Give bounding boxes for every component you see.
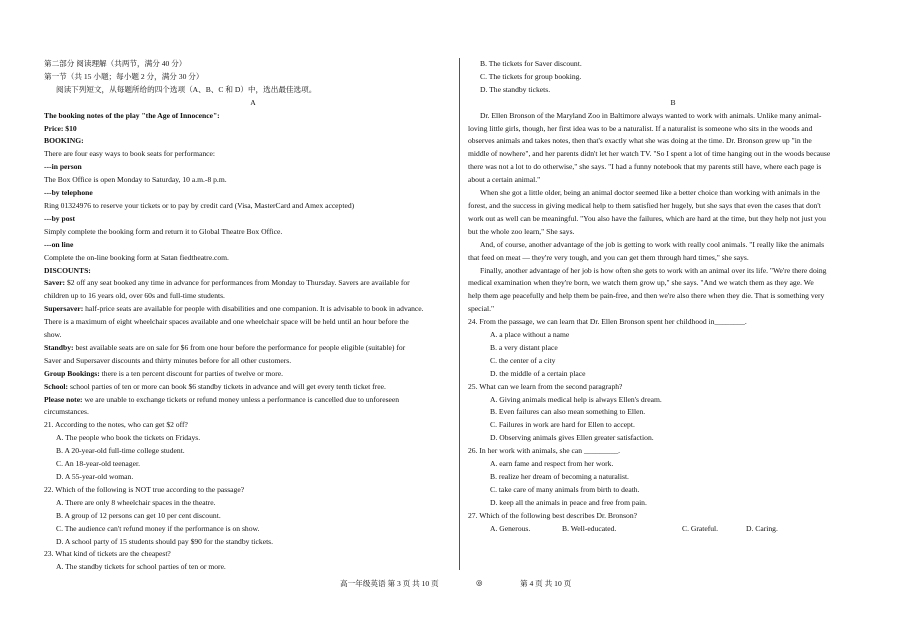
telephone-text: Ring 01324976 to reserve your tickets or to pay by credit card (Visa, MasterCard and Amex accepted) <box>44 200 355 210</box>
standby-line <box>44 342 462 355</box>
supersaver-line <box>44 303 462 316</box>
q22-option-c: C. The audience can't refund money if the performance is on show. <box>56 523 260 533</box>
online-text: Complete the on-line booking form at Satan fiedtheatre.com. <box>44 252 229 262</box>
q21-option-a: A. The people who book the tickets on Fridays. <box>56 433 201 443</box>
q22-option-a: A. There are only 8 wheelchair spaces in the theatre. <box>56 497 216 507</box>
online-heading: ---on line <box>44 239 74 249</box>
note-line <box>44 394 462 407</box>
saver-text: $2 off any seat booked any time in advance for performances from Monday to Thursday. Savers are available for <box>65 278 410 288</box>
footer-right-page: 第 4 页 共 10 页 <box>520 579 572 588</box>
p4-line-4: special." <box>468 304 495 314</box>
q23-option-b: B. The tickets for Saver discount. <box>480 59 582 68</box>
q25-option-d: D. Observing animals gives Ellen greater satisfaction. <box>490 433 654 443</box>
q27-option-b: B. Well-educated. <box>562 523 617 533</box>
left-column <box>44 58 462 574</box>
section-subtitle: 第一节（共 15 小题；每小题 2 分，满分 30 分） <box>44 71 204 81</box>
standby-text: best available seats are on sale for $6 from one hour before the performance for people eligible (suitable) for <box>73 342 406 352</box>
q21-option-d: D. A 55-year-old woman. <box>56 472 134 481</box>
right-column <box>468 58 878 536</box>
q27-option-c: C. Grateful. <box>682 523 719 533</box>
standby-line-2: Saver and Supersaver discounts and thirty minutes before for all other customers. <box>44 355 292 365</box>
q26-option-a: A. earn fame and respect from her work. <box>490 459 614 469</box>
school-line <box>44 381 462 394</box>
saver-line <box>44 277 462 290</box>
p1-line-2: loving little girls, though, her first idea was to be a naturalist. If a naturalist is someone who sits in the woods and <box>468 123 813 133</box>
footer-mark: ◎ <box>476 578 483 587</box>
saver-label: Saver: <box>44 278 66 288</box>
q26-option-d: D. keep all the animals in peace and free from pain. <box>490 497 647 507</box>
post-heading: ---by post <box>44 213 76 223</box>
passage-b-label: B <box>670 97 676 107</box>
question-24: 24. From the passage, we can learn that Dr. Ellen Bronson spent her childhood in________. <box>468 317 747 327</box>
instruction: 阅读下列短文，从每题所给的四个选项（A、B、C 和 D）中，选出最佳选项。 <box>56 84 317 94</box>
q25-option-b: B. Even failures can also mean something to Ellen. <box>490 407 646 417</box>
passage-a-label: A <box>250 97 256 107</box>
q26-option-b: B. realize her dream of becoming a naturalist. <box>490 472 629 481</box>
p1-line-1: Dr. Ellen Bronson of the Maryland Zoo in Baltimore always wanted to work with animals. Unlike many animal- <box>480 110 822 120</box>
section-title: 第二部分 阅读理解（共两节，满分 40 分） <box>44 59 187 68</box>
q25-option-a: A. Giving animals medical help is always Ellen's dream. <box>490 394 662 404</box>
q21-option-b: B. A 20-year-old full-time college student. <box>56 446 185 456</box>
p4-line-1: Finally, another advantage of her job is how often she gets to work with an animal over its life. "We're there doing <box>480 265 827 275</box>
p2-line-3: work out as well can be meaningful. "You also have the failures, which are hard at the time, but they help not just you <box>468 213 826 223</box>
p1-line-6: about a certain animal." <box>468 175 541 185</box>
q22-option-b: B. A group of 12 persons can get 10 per cent discount. <box>56 510 221 520</box>
p4-line-2: medical examination when they're born, we watch them grow up," she says. "And we watch them as they age. We <box>468 278 814 288</box>
note-text: we are unable to exchange tickets or refund money unless a performance is cancelled due to unforeseen <box>82 394 400 404</box>
q27-option-d: D. Caring. <box>746 523 778 533</box>
q24-option-b: B. a very distant place <box>490 342 558 352</box>
p3-line-2: that feed on meat — they're very tough, and you can get them through hard times," she says. <box>468 252 749 262</box>
post-text: Simply complete the booking form and return it to Global Theatre Box Office. <box>44 226 283 236</box>
q27-option-a: A. Generous. <box>490 523 531 533</box>
supersaver-line-2: There is a maximum of eight wheelchair spaces available and one wheelchair space will be held until an hour before the <box>44 317 409 327</box>
school-label: School: <box>44 381 69 391</box>
supersaver-label: Supersaver: <box>44 304 84 314</box>
standby-label: Standby: <box>44 342 74 352</box>
p4-line-3: help them age peacefully and help them be pain-free, and then we're also there when they die. That is something very <box>468 291 825 301</box>
p1-line-5: there was not a lot to do otherwise," she says. "I had a funny notebook that my parents still have, where each page is <box>468 162 822 172</box>
group-label: Group Bookings: <box>44 368 100 378</box>
q24-option-d: D. the middle of a certain place <box>490 368 586 378</box>
booking-heading: BOOKING: <box>44 136 84 146</box>
p3-line-1: And, of course, another advantage of the job is getting to work with really cool animals. "I really like the animals <box>480 239 825 249</box>
telephone-heading: ---by telephone <box>44 188 93 198</box>
in-person-heading: ---in person <box>44 162 82 172</box>
saver-line-2: children up to 16 years old, over 60s and full-time students. <box>44 291 225 301</box>
price: Price: $10 <box>44 123 77 133</box>
q23-option-d: D. The standby tickets. <box>480 84 551 94</box>
p2-line-4: but the whole zoo learn," She says. <box>468 226 575 236</box>
q21-option-c: C. An 18-year-old teenager. <box>56 459 140 469</box>
q24-option-c: C. the center of a city <box>490 355 556 365</box>
group-text: there is a ten percent discount for parties of twelve or more. <box>99 368 284 378</box>
note-line-2: circumstances. <box>44 407 89 417</box>
q22-option-d: D. A school party of 15 students should pay $90 for the standby tickets. <box>56 536 274 546</box>
q27-options <box>468 523 878 536</box>
discounts-heading: DISCOUNTS: <box>44 265 91 275</box>
question-27: 27. Which of the following best describes Dr. Bronson? <box>468 510 638 520</box>
school-text: school parties of ten or more can book $6 standby tickets in advance and will get every tenth ticket free. <box>68 381 386 391</box>
note-label: Please note: <box>44 394 83 404</box>
question-21: 21. According to the notes, who can get $2 off? <box>44 420 188 430</box>
question-26: 26. In her work with animals, she can _________. <box>468 446 621 456</box>
q23-option-a: A. The standby tickets for school parties of ten or more. <box>56 562 226 572</box>
in-person-text: The Box Office is open Monday to Saturday, 10 a.m.-8 p.m. <box>44 175 227 185</box>
group-line <box>44 368 462 381</box>
p1-line-3: observes animals and takes notes, then that's exactly what she was doing at the time. Dr. Bronson grew up "in the <box>468 136 812 146</box>
column-divider <box>459 58 460 570</box>
question-23: 23. What kind of tickets are the cheapest? <box>44 549 171 559</box>
p2-line-1: When she got a little older, being an animal doctor seemed like a better choice than working with animals in the <box>480 188 820 198</box>
booking-title: The booking notes of the play "the Age of Innocence": <box>44 110 220 120</box>
q26-option-c: C. take care of many animals from birth to death. <box>490 484 640 494</box>
q25-option-c: C. Failures in work are hard for Ellen to accept. <box>490 420 635 430</box>
question-22: 22. Which of the following is NOT true according to the passage? <box>44 484 245 494</box>
p2-line-2: forest, and the success in giving medical help to them satisfied her hugely, but she says that even the cases that don't <box>468 200 821 210</box>
q24-option-a: A. a place without a name <box>490 330 570 340</box>
footer-left-page: 高一年级英语 第 3 页 共 10 页 <box>340 579 439 588</box>
supersaver-text: half-price seats are available for people with disabilities and one companion. It is advisable to book in advance. <box>83 304 424 314</box>
p1-line-4: middle of nowhere", and her parents didn't let her watch TV. "So I spent a lot of time hanging out in the woods because <box>468 149 831 159</box>
supersaver-line-3: show. <box>44 330 62 340</box>
booking-intro: There are four easy ways to book seats for performance: <box>44 149 215 159</box>
q23-option-c: C. The tickets for group booking. <box>480 71 582 81</box>
question-25: 25. What can we learn from the second paragraph? <box>468 381 623 391</box>
